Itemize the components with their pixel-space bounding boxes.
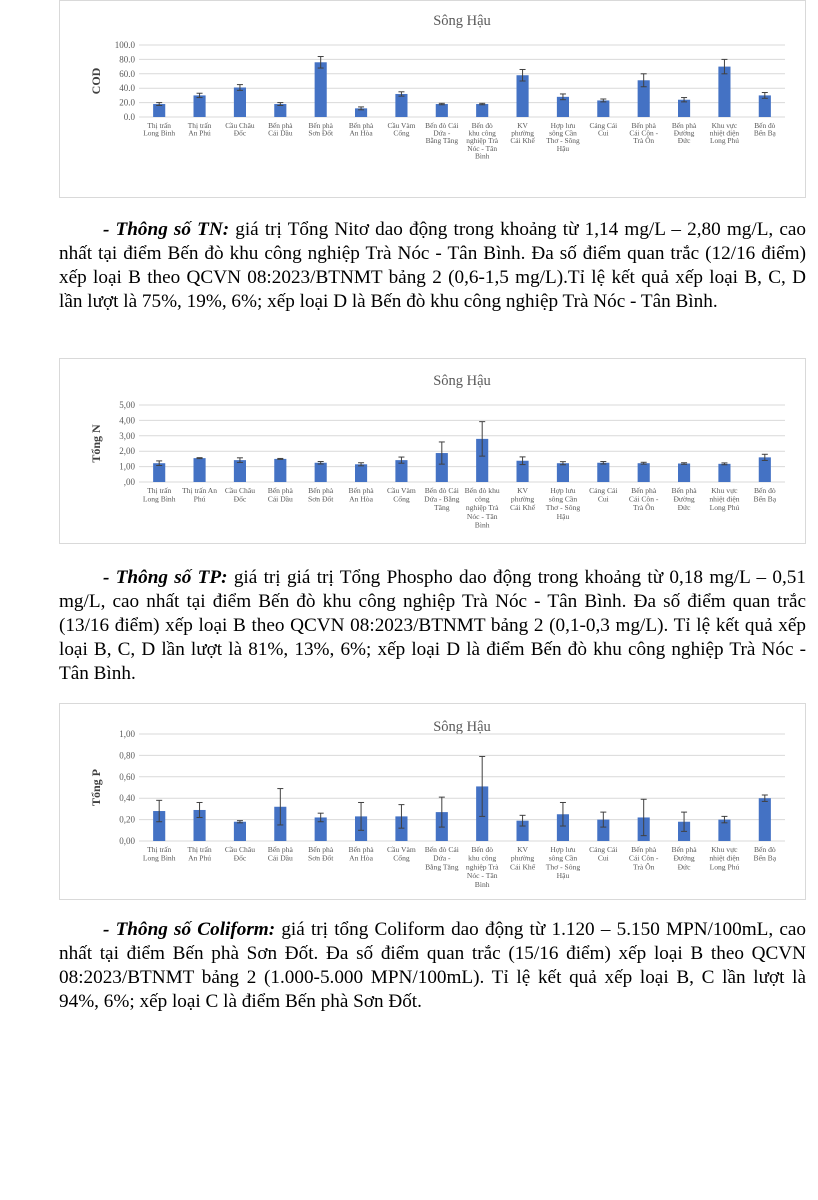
y-tick-label: 0,00: [119, 836, 135, 846]
x-tick-label: Bến phà An Hòa: [348, 845, 374, 863]
chart-title: Sông Hậu: [433, 13, 491, 29]
tn-lead: - Thông số TN:: [103, 219, 230, 240]
y-tick-label: 5,00: [119, 400, 135, 410]
x-tick-label: Bến phà Sơn Đốt: [308, 845, 334, 863]
tp-lead: - Thông số TP:: [103, 567, 228, 588]
bar: [436, 104, 448, 117]
bar: [234, 460, 246, 482]
x-tick-label: Khu vực nhiệt điện Long Phú: [709, 486, 740, 513]
x-tick-label: Bến phà Đường Đức: [671, 121, 697, 146]
y-axis-label: Tổng N: [89, 424, 103, 463]
x-tick-label: Cầu Châu Đốc: [224, 486, 256, 504]
bar: [678, 464, 690, 482]
tn-chart-box: [59, 358, 806, 544]
bar: [274, 104, 286, 117]
bar: [153, 463, 165, 482]
x-tick-label: Bến đò Cái Dứa - Bằng Tăng: [424, 486, 460, 513]
paragraph-coliform: [59, 918, 806, 1014]
bar: [597, 100, 609, 117]
bar: [315, 463, 327, 482]
x-tick-label: Bến đò Bến Bạ: [753, 845, 777, 863]
x-tick-label: Bến phà Cái Côn -Trà Ôn: [629, 121, 659, 146]
y-tick-label: 0,60: [119, 771, 135, 782]
y-tick-label: 0,80: [119, 750, 135, 761]
tp-chart: [60, 704, 805, 899]
bar: [274, 459, 286, 482]
x-tick-label: Thị trấn An Phú: [187, 845, 212, 863]
y-tick-label: 40.0: [119, 83, 135, 94]
x-tick-label: Bến đò Cái Dứa -Bằng Tăng: [425, 121, 459, 146]
coliform-text: giá trị tổng Coliform dao động từ 1.120 – 5.150 MPN/100mL, cao nhất tại điểm Bến phà Sơn Đốt. Đa số điểm quan trắc (15/16 điểm) xếp loại B theo QCVN 08:2023/BTNMT bảng 2 (1.000-5.000 MPN/100mL). Tỉ lệ kết quả xếp loại B, C lần lượt là 94%, 6%; xếp loại C là điểm Bến phà Sơn Đốt.: [59, 919, 806, 1012]
x-tick-label: Bến phà Cái Côn -Trà Ôn: [628, 486, 659, 513]
x-tick-label: KV phường Cái Khế: [510, 845, 536, 872]
y-tick-label: 1,00: [119, 729, 135, 739]
y-tick-label: ,00: [123, 477, 135, 487]
chart-title: Sông Hậu: [433, 719, 491, 735]
x-tick-label: Cầu Châu Đốc: [224, 845, 256, 863]
x-tick-label: Cảng Cái Cui: [589, 845, 618, 863]
tn-chart: [60, 359, 805, 543]
x-tick-label: Cầu Vàm Cống: [387, 121, 416, 138]
bar: [395, 94, 407, 117]
bar: [718, 464, 730, 482]
bar: [638, 463, 650, 482]
y-tick-label: 2,00: [119, 446, 135, 457]
paragraph-tn: [59, 218, 806, 314]
y-tick-label: 20.0: [119, 97, 135, 108]
bar: [234, 822, 246, 841]
x-tick-label: Cầu Vàm Cống: [387, 486, 416, 504]
bar: [517, 75, 529, 117]
y-tick-label: 0,40: [119, 793, 135, 804]
bar: [153, 104, 165, 117]
bar: [194, 458, 206, 482]
x-tick-label: Thị trấn Long Bình: [142, 486, 176, 504]
x-tick-label: Thị trấn Long Bình: [142, 845, 176, 863]
x-tick-label: Bến đò khu công nghiệp Trà Nóc - Tân Bình: [464, 486, 500, 530]
y-tick-label: 60.0: [119, 68, 135, 79]
x-tick-label: KV phường Cái Khế: [510, 121, 535, 146]
tp-text: giá trị giá trị Tổng Phospho dao động trong khoảng từ 0,18 mg/L – 0,51 mg/L, cao nhất tại điểm Bến đò khu công nghiệp Trà Nóc - Tân Bình. Đa số điểm quan trắc (13/16 điểm) xếp loại B theo QCVN 08:2023/BTNMT bảng 2 (0,1-0,3 mg/L). Tỉ lệ kết quả xếp loại B, C, D lần lượt là 81%, 13%, 6%; xếp loại D là điểm Bến đò khu công nghiệp Trà Nóc - Tân Bình.: [59, 567, 806, 684]
bar: [355, 464, 367, 482]
bar: [194, 95, 206, 117]
coliform-lead: - Thông số Coliform:: [103, 919, 276, 940]
x-tick-label: Cảng Cái Cui: [589, 121, 618, 138]
x-tick-label: Khu vực nhiệt điện Long Phú: [709, 845, 740, 872]
x-tick-label: Bến phà Cái Dầu: [267, 486, 293, 504]
bar: [234, 87, 246, 117]
x-tick-label: Bến đò Cái Dứa -Bằng Tăng: [424, 845, 459, 872]
y-tick-label: 4,00: [119, 415, 135, 426]
x-tick-label: Hợp lưu sông Cần Thơ - Sông Hậu: [545, 486, 581, 521]
bar: [759, 798, 771, 841]
y-tick-label: 3,00: [119, 430, 135, 441]
x-tick-label: Thị trấn Long Bình: [143, 121, 176, 138]
x-tick-label: Hợp lưu sông Cần Thơ - Sông Hậu: [545, 845, 581, 881]
x-tick-label: Bến phà An Hòa: [348, 486, 374, 504]
x-tick-label: Bến phà Đường Đức: [671, 486, 697, 513]
x-tick-label: Thị trấn An Phú: [187, 121, 212, 138]
y-axis-label: COD: [89, 67, 103, 95]
bar: [597, 463, 609, 482]
x-tick-label: KV phường Cái Khế: [510, 486, 536, 513]
x-tick-label: Bến phà Cái Dầu: [267, 845, 293, 863]
cod-chart: [60, 1, 805, 197]
x-tick-label: Bến đò Bến Bạ: [753, 121, 776, 138]
y-tick-label: 80.0: [119, 54, 135, 65]
tp-chart-box: [59, 703, 806, 900]
x-tick-label: Thị trấn An Phú: [182, 486, 218, 504]
y-tick-label: 0,20: [119, 814, 135, 825]
x-tick-label: Bến phà Sơn Đốt: [308, 121, 334, 138]
bar: [759, 457, 771, 482]
x-tick-label: Bến phà Cái Côn -Trà Ôn: [628, 845, 659, 872]
y-axis-label: Tổng P: [89, 768, 103, 807]
x-tick-label: Bến đò khu công nghiệp Trà Nóc - Tân Bình: [465, 845, 499, 889]
x-tick-label: Khu vực nhiệt điện Long Phú: [709, 121, 740, 146]
bar: [557, 463, 569, 482]
x-tick-label: Hợp lưu sông Cần Thơ - Sông Hậu: [546, 121, 580, 153]
x-tick-label: Bến phà An Hòa: [348, 121, 374, 138]
y-tick-label: 0.0: [123, 112, 135, 122]
x-tick-label: Cảng Cái Cui: [589, 486, 618, 504]
x-tick-label: Bến phà Đường Đức: [671, 845, 697, 872]
tn-text: giá trị Tổng Nitơ dao động trong khoảng từ 1,14 mg/L – 2,80 mg/L, cao nhất tại điểm Bến đò khu công nghiệp Trà Nóc - Tân Bình. Đa số điểm quan trắc (12/16 điểm) xếp loại B theo QCVN 08:2023/BTNMT bảng 2 (0,6-1,5 mg/L).Tỉ lệ kết quả xếp loại B, C, D lần lượt là 75%, 19%, 6%; xếp loại D là Bến đò khu công nghiệp Trà Nóc - Tân Bình.: [59, 219, 806, 312]
paragraph-tp: [59, 566, 806, 686]
bar: [315, 62, 327, 117]
x-tick-label: Bến phà Cái Dầu: [268, 121, 293, 138]
x-tick-label: Cầu Vàm Cống: [387, 845, 416, 863]
y-tick-label: 1,00: [119, 461, 135, 472]
x-tick-label: Cầu Châu Đốc: [225, 121, 255, 138]
x-tick-label: Bến đò khu công nghiệp Trà Nóc - Tân Bình: [466, 121, 499, 161]
cod-chart-box: [59, 0, 806, 198]
chart-title: Sông Hậu: [433, 373, 491, 389]
bar: [476, 104, 488, 117]
y-tick-label: 100.0: [114, 40, 135, 50]
x-tick-label: Bến đò Bến Bạ: [753, 486, 777, 504]
x-tick-label: Bến phà Sơn Đốt: [308, 486, 334, 504]
